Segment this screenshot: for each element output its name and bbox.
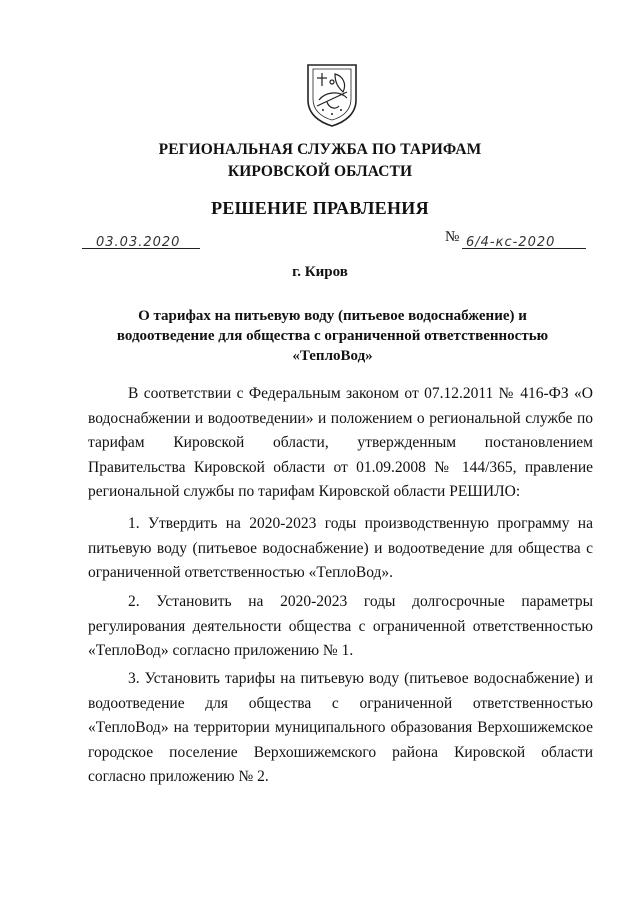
intro-paragraph: В соответствии с Федеральным законом от 07.12.2011 № 416-ФЗ «О водоснабжении и водоотведении» и положением о региональной службе по тарифам Кировской области, утвержденным постановлением Правительства Кировской области от 01.09.2008 № 144/365, правление региональной службы по тарифам Кировской области РЕШИЛО:: [88, 385, 593, 500]
subject-line1: О тарифах на питьевую воду (питьевое водоснабжение) и: [138, 308, 527, 324]
handwritten-date: 03.03.2020: [96, 235, 181, 250]
organization-name-line2: КИРОВСКОЙ ОБЛАСТИ: [227, 163, 413, 180]
item1-block: [88, 512, 593, 586]
document-title: РЕШЕНИЕ ПРАВЛЕНИЯ: [211, 198, 429, 218]
organization-name-line1: РЕГИОНАЛЬНАЯ СЛУЖБА ПО ТАРИФАМ: [158, 141, 482, 158]
date-field: [82, 232, 200, 249]
coat-of-arms-icon: [305, 62, 359, 128]
decision-item-3: 3. Установить тарифы на питьевую воду (питьевое водоснабжение) и водоотведение для общества с ограниченной ответственностью «ТеплоВод» на территории муниципального образования Верхошижемское городское поселение Верхошижемского района Кировской области согласно приложению № 2.: [88, 670, 593, 785]
subject-line2: водоотведение для общества с ограниченной ответственностью: [116, 328, 549, 344]
decision-item-1: 1. Утвердить на 2020-2023 годы производственную программу на питьевую воду (питьевое водоснабжение) и водоотведение для общества с ограниченной ответственностью «ТеплоВод».: [88, 515, 593, 581]
number-field: [462, 232, 586, 249]
handwritten-number: 6/4-кс-2020: [466, 235, 556, 250]
subject-line3: «ТеплоВод»: [292, 348, 373, 364]
item2-block: [88, 590, 593, 664]
intro-paragraph-block: [88, 382, 593, 505]
document-subject: [100, 306, 565, 366]
city-label: г. Киров: [292, 264, 348, 280]
number-label: №: [445, 229, 460, 245]
item3-block: [88, 667, 593, 790]
decision-item-2: 2. Установить на 2020-2023 годы долгосрочные параметры регулирования деятельности общества с ограниченной ответственностью «ТеплоВод» согласно приложению № 1.: [88, 593, 593, 659]
